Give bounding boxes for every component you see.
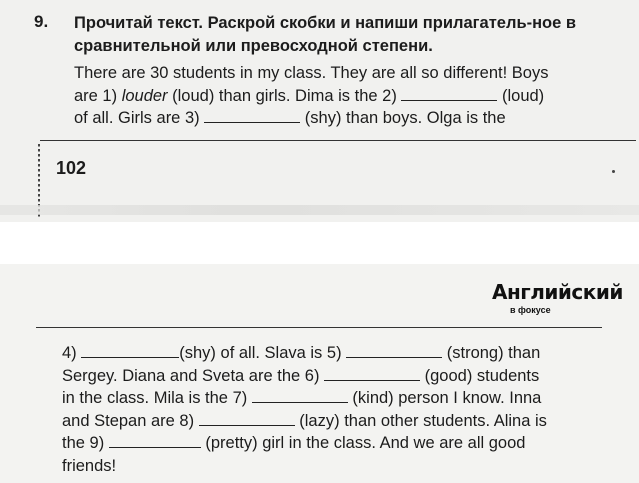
text-line: [62, 365, 610, 388]
scan-artifact: [0, 205, 639, 215]
example-answer: louder: [121, 86, 168, 105]
divider-line: [40, 140, 636, 141]
text-line: [62, 410, 610, 433]
text-line: [74, 62, 619, 85]
answer-blank-6[interactable]: [324, 367, 420, 381]
page-gap: [0, 222, 639, 264]
bullet-dot: [612, 170, 615, 173]
logo-subtitle: в фокусе: [510, 305, 551, 315]
text-line: [74, 85, 619, 108]
answer-blank-8[interactable]: [199, 412, 295, 426]
text-line: [62, 432, 610, 455]
text-segment: (shy) of all. Slava is 5): [179, 344, 347, 362]
text-segment: in the class. Mila is the 7): [62, 389, 252, 408]
answer-blank-7[interactable]: [252, 389, 348, 403]
text-segment: of all. Girls are 3): [74, 109, 205, 127]
answer-blank-2[interactable]: [401, 87, 497, 101]
text-segment: Sergey. Diana and Sveta are the 6): [62, 366, 325, 385]
task-number: 9.: [34, 12, 49, 31]
text-segment: 4): [62, 344, 82, 362]
exercise-text-bottom: [62, 342, 610, 478]
answer-blank-4[interactable]: [81, 344, 179, 358]
top-page-section: [0, 0, 639, 222]
text-segment: (shy) than boys. Olga is the: [300, 109, 506, 127]
text-segment: (loud) than girls. Dima is the 2): [167, 86, 402, 105]
task-instruction: Прочитай текст. Раскрой скобки и напиши прилагатель-ное в сравнительной или превосходной степени.: [74, 14, 577, 55]
text-segment: There are 30 students in my class. They are all so different! Boys: [74, 64, 549, 82]
text-line: [74, 107, 619, 130]
text-segment: (good) students: [420, 366, 540, 385]
text-segment: and Stepan are 8): [62, 411, 199, 430]
divider-line: [36, 327, 602, 328]
text-segment: (loud): [497, 86, 545, 105]
answer-blank-9[interactable]: [109, 434, 201, 448]
text-line: [62, 342, 610, 365]
text-segment: (kind) person I know. Inna: [347, 389, 542, 408]
text-segment: the 9): [62, 434, 109, 453]
text-segment: (lazy) than other students. Alina is: [294, 411, 547, 430]
text-segment: are 1): [74, 86, 122, 105]
exercise-text-top: [74, 62, 619, 130]
text-segment: (strong) than: [442, 344, 541, 362]
logo-title: Английский: [492, 280, 623, 304]
answer-blank-3[interactable]: [204, 109, 300, 123]
text-line: [62, 455, 610, 478]
page-number: 102: [56, 158, 87, 178]
text-segment: (pretty) girl in the class. And we are all good: [200, 434, 526, 453]
text-line: [62, 387, 610, 410]
text-segment: friends!: [62, 456, 117, 475]
answer-blank-5[interactable]: [346, 344, 442, 358]
textbook-logo: [492, 280, 623, 320]
